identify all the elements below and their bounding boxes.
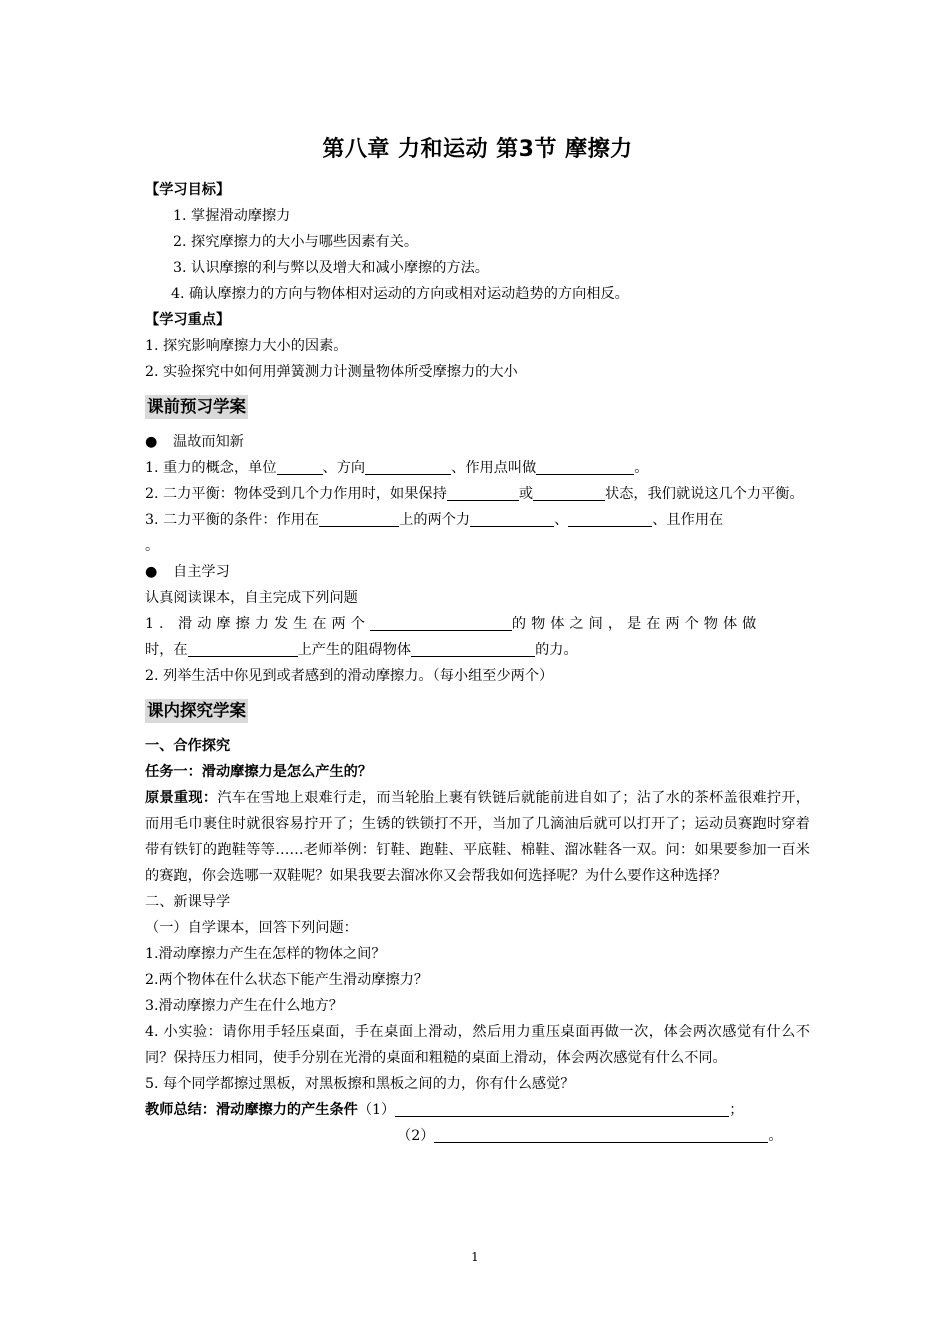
preview-question-3: [145, 507, 810, 559]
scene-paragraph: [145, 785, 810, 889]
s1-text-a: 1. 滑动摩擦力发生在两个: [145, 616, 370, 632]
scene-label: 原景重现：: [145, 790, 218, 806]
summary-1-label: （1）: [357, 1102, 396, 1118]
page-number: 1: [471, 1250, 479, 1264]
question-5: 5. 每个同学都擦过黑板，对黑板擦和黑板之间的力，你有什么感觉？: [145, 1076, 575, 1092]
q3-text-a: 3. 二力平衡的条件：作用在: [145, 512, 320, 528]
bullet-icon: ●: [145, 564, 158, 580]
part2-heading: 二、新课导学: [145, 894, 231, 910]
q3-text-b: 上的两个力: [399, 512, 471, 528]
focus-item-2: 2. 实验探究中如何用弹簧测力计测量物体所受摩擦力的大小: [145, 364, 518, 380]
summary-1-end: ；: [729, 1102, 744, 1118]
inclass-heading: 课内探究学案: [145, 699, 248, 723]
sub1-heading: （一）自学课本，回答下列问题：: [145, 920, 358, 936]
preview-question-2: [145, 481, 810, 507]
question-item: 1.滑动摩擦力产生在怎样的物体之间？: [145, 946, 386, 962]
summary-2-end: 。: [768, 1128, 783, 1144]
part1-heading: 一、合作探究: [145, 738, 231, 754]
self-study-question-2: 2. 列举生活中你见到或者感到的滑动摩擦力。（每小组至少两个）: [145, 668, 554, 684]
answer-blank[interactable]: [395, 1100, 729, 1117]
self-study-title-line: [145, 559, 810, 585]
answer-blank[interactable]: [536, 458, 634, 475]
answer-blank[interactable]: [365, 458, 451, 475]
scene-text: 汽车在雪地上艰难行走，而当轮胎上裹有铁链后就能前进自如了；沾了水的茶杯盖很难拧开，而用毛巾裹住时就很容易拧开了；生锈的铁锁打不开，当加了几滴油后就可以打开了；运动员赛跑时穿着带有铁钉的跑鞋等等……老师举例：钉鞋、跑鞋、平底鞋、棉鞋、溜冰鞋各一双。问：如果要参加一百米的赛跑，你会选哪一双鞋呢？如果我要去溜冰你又会帮我如何选择呢？为什么要作这种选择？: [145, 790, 810, 884]
review-title-line: [145, 429, 810, 455]
question-item: 3.滑动摩擦力产生在什么地方？: [145, 998, 343, 1014]
answer-blank[interactable]: [447, 484, 519, 501]
s1-text-c: 时，在: [145, 642, 188, 658]
q2-text-b: 或: [518, 486, 534, 502]
s1-text-e: 的力。: [535, 642, 578, 658]
summary-line-1: [145, 1097, 810, 1123]
q1-text-b: 、方向: [322, 460, 366, 476]
question-item: 2.两个物体在什么状态下能产生滑动摩擦力？: [145, 972, 429, 988]
preview-heading: 课前预习学案: [145, 395, 248, 419]
summary-line-2: [145, 1123, 810, 1149]
self-study-intro: 认真阅读课本，自主完成下列问题: [145, 590, 358, 606]
goal-item-2: 2. 探究摩擦力的大小与哪些因素有关。: [173, 234, 419, 250]
summary-label: 教师总结：滑动摩擦力的产生条件: [145, 1102, 358, 1118]
q3-text-d: 、且作用在: [652, 512, 724, 528]
answer-blank[interactable]: [188, 640, 298, 657]
goal-item-4: 4. 确认摩擦力的方向与物体相对运动的方向或相对运动趋势的方向相反。: [171, 286, 629, 302]
preview-question-1: [145, 455, 810, 481]
q2-text-a: 2. 二力平衡：物体受到几个力作用时，如果保持: [145, 486, 447, 502]
q1-text-d: 。: [634, 460, 649, 476]
page-title: 第八章 力和运动 第3节 摩擦力: [322, 137, 633, 162]
question-4: 4. 小实验：请你用手轻压桌面，手在桌面上滑动，然后用力重压桌面再做一次，体会两次感觉有什么不同？保持压力相同，使手分别在光滑的桌面和粗糙的桌面上滑动，体会两次感觉有什么不同。: [145, 1024, 810, 1066]
self-study-question-1: [145, 611, 810, 663]
q1-text-c: 、作用点叫做: [451, 460, 537, 476]
answer-blank[interactable]: [370, 614, 512, 631]
answer-blank[interactable]: [470, 510, 554, 527]
s1-text-d: 上产生的阻碍物体: [297, 642, 412, 658]
page-content: [145, 132, 810, 1149]
review-title: 温故而知新: [173, 434, 244, 450]
summary-2-label: （2）: [397, 1128, 435, 1144]
focus-heading: 【学习重点】: [145, 312, 231, 328]
answer-blank[interactable]: [568, 510, 652, 527]
task1-heading: 任务一：滑动摩擦力是怎么产生的？: [145, 764, 373, 780]
q3-text-c: 、: [554, 512, 569, 528]
goal-item-3: 3. 认识摩擦的利与弊以及增大和减小摩擦的方法。: [173, 260, 489, 276]
answer-blank[interactable]: [411, 640, 535, 657]
self-study-title: 自主学习: [173, 564, 230, 580]
q3-text-e: 。: [145, 538, 160, 554]
answer-blank[interactable]: [533, 484, 605, 501]
q1-text-a: 1. 重力的概念，单位: [145, 460, 277, 476]
bullet-icon: ●: [145, 434, 158, 450]
focus-item-1: 1. 探究影响摩擦力大小的因素。: [145, 338, 348, 354]
s1-text-b: 的物体之间，是在两个物体做: [511, 616, 762, 632]
goal-item-1: 1. 掌握滑动摩擦力: [173, 208, 291, 224]
goals-heading: 【学习目标】: [145, 182, 231, 198]
answer-blank[interactable]: [319, 510, 399, 527]
answer-blank[interactable]: [434, 1126, 768, 1143]
q2-text-c: 状态，我们就说这几个力平衡。: [605, 486, 804, 502]
answer-blank[interactable]: [277, 458, 323, 475]
